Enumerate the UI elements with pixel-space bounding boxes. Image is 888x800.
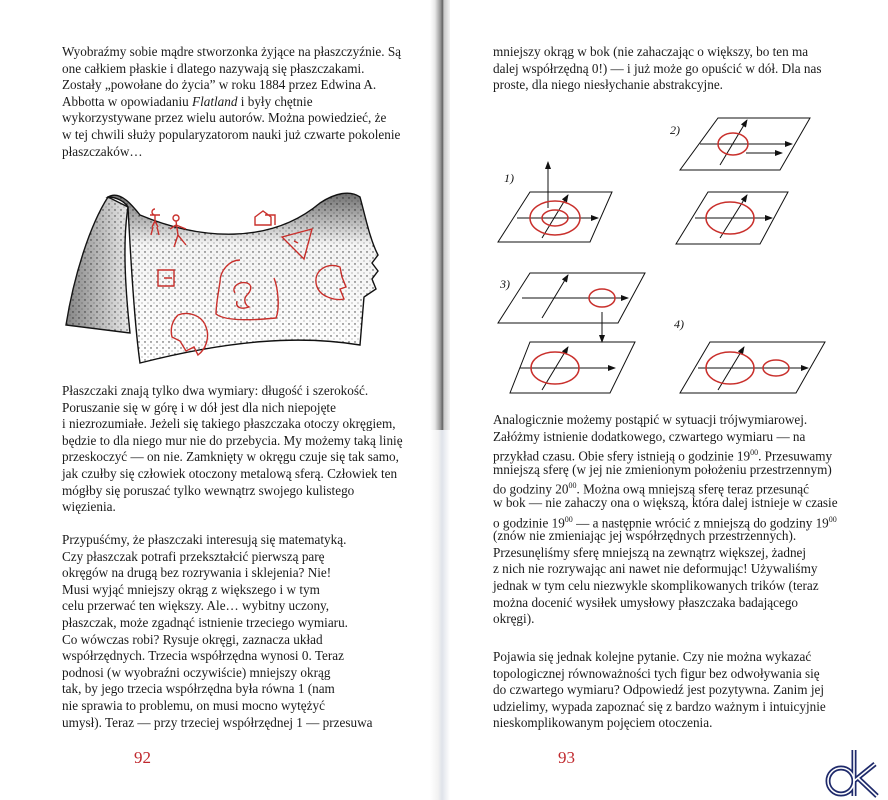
- diagram-label-3: 3): [500, 277, 510, 291]
- text-line: [493, 478, 838, 495]
- text-line: tak, by jego trzecia współrzędna była równa 1 (nam: [62, 681, 335, 697]
- text-span: . Przesuwamy: [758, 448, 833, 464]
- text-line: mógłby się poruszać tylko wewnątrz swojego kulistego: [62, 482, 355, 498]
- left-page: [0, 0, 440, 800]
- diagram-step-3-upper: [498, 273, 645, 342]
- text-span: i były chętnie: [240, 93, 313, 109]
- text-line: Czy płaszczak potrafi przekształcić pierwszą parę: [62, 548, 325, 564]
- circles-diagram: [490, 110, 840, 405]
- text-line: (znów nie zmieniając jej współrzędnych przestrzennych).: [493, 528, 797, 544]
- text-line: Poruszanie się w górę i w dół jest dla nich niepojęte: [62, 399, 336, 415]
- text-span: przykład czasu. Obie sfery istnieją o godzinie 19: [493, 448, 751, 464]
- right-paragraph-2: [493, 412, 838, 628]
- book-title-flatland: Flatland: [192, 93, 238, 109]
- text-line: płaszczaków…: [62, 143, 143, 159]
- text-line: Przesunęliśmy sferę mniejszą na zewnątrz większej, żadnej: [493, 544, 807, 560]
- text-line: mniejszy okrąg w bok (nie zahaczając o większy, bo ten ma: [493, 44, 809, 59]
- text-span: Abbotta w opowiadaniu: [62, 93, 189, 109]
- y-axis: [720, 120, 747, 165]
- text-line: Pojawia się jednak kolejne pytanie. Czy nie można wykazać: [493, 649, 812, 664]
- page-number-left: 92: [134, 748, 151, 767]
- text-line: w tej chwili służy popularyzatorom nauki już czwarte pokolenie: [62, 126, 401, 142]
- diagram-step-4: [680, 342, 825, 393]
- diagram-step-1: [498, 162, 612, 242]
- text-line: jednak w tym celu niezwykle skomplikowanych trików (teraz: [493, 577, 819, 593]
- text-line: współrzędnych. Trzecia współrzędna wynosi 0. Teraz: [62, 648, 344, 664]
- text-line: [493, 512, 838, 529]
- text-line: Płaszczaki znają tylko dwa wymiary: długość i szerokość.: [62, 383, 369, 398]
- text-line: proste, dla niego niesłychanie abstrakcyjne.: [493, 77, 723, 93]
- text-line: wykorzystywane przez wielu autorów. Można powiedzieć, że: [62, 110, 387, 126]
- text-line: więzienia.: [62, 499, 116, 515]
- diagram-step-2-upper: [680, 118, 810, 170]
- text-line: okręgów na drugą bez rozrywania i sklejenia? Nie!: [62, 565, 332, 581]
- right-paragraph-3: [493, 649, 826, 732]
- superscript: 00: [568, 481, 577, 491]
- text-line: jak czułby się człowiek otoczony metalową sferą. Człowiek ten: [62, 465, 398, 481]
- text-span: . Można ową mniejszą sferę teraz przesunąć: [576, 481, 809, 497]
- text-span: do godziny 20: [493, 481, 569, 497]
- superscript: 00: [828, 514, 837, 524]
- text-line: Przypuśćmy, że płaszczaki interesują się matematyką.: [62, 532, 347, 547]
- text-line: będzie to dla niego mur nie do przebycia. My możemy taką linię: [62, 432, 403, 448]
- text-line: okręgi).: [493, 611, 535, 627]
- text-line: Załóżmy istnienie dodatkowego, czwartego wymiaru — na: [493, 428, 806, 444]
- diagram-label-4: 4): [674, 317, 684, 331]
- text-line: Zostały „powołane do życia” w roku 1884 przez Edwina A.: [62, 77, 377, 93]
- text-line: topologicznej równoważności tych figur bez odwoływania się: [493, 665, 820, 681]
- diagram-step-3-lower: [510, 342, 635, 393]
- text-line: Wyobraźmy sobie mądre stworzonka żyjące na płaszczyźnie. Są: [62, 44, 402, 59]
- superscript: 00: [750, 448, 759, 458]
- y-axis: [542, 275, 568, 318]
- left-paragraph-2: [62, 383, 403, 516]
- text-span: — a następnie wrócić z mniejszą do godziny 19: [572, 514, 829, 530]
- left-paragraph-1: [62, 44, 401, 160]
- text-line: i niezrozumiałe. Jeżeli się takiego płaszczaka otoczy okręgiem,: [62, 416, 396, 432]
- text-line: dalej współrzędną 0!) — i już może go opuścić w dół. Dla nas: [493, 60, 822, 76]
- text-line: nieskomplikowanym pojęciem otoczenia.: [493, 715, 713, 731]
- superscript: 00: [564, 514, 573, 524]
- text-line: Musi wyjąć mniejszy okrąg z większego i w tym: [62, 581, 320, 597]
- text-line: można docenić wysiłek umysłowy płaszczaka badającego: [493, 594, 799, 610]
- diagram-step-2-lower: [676, 192, 788, 244]
- diagram-label-2: 2): [670, 123, 680, 137]
- text-line: płaszczak, może zgadnąć istnienie trzeciego wymiaru.: [62, 614, 348, 630]
- text-line: celu przerwać ten większy. Ale… wybitny uczony,: [62, 598, 330, 614]
- diagram-label-1: 1): [504, 171, 514, 185]
- flatlander-box: [255, 211, 275, 225]
- left-paragraph-3: [62, 532, 372, 731]
- dk-logo: [823, 748, 883, 798]
- text-line: w bok — nie zahaczy ona o większą, która dalej istnieje w czasie: [493, 494, 838, 510]
- text-line: udzielimy, wypada zapoznać się z bardzo ważnym i intuicyjnie: [493, 698, 826, 714]
- right-page: [440, 0, 888, 800]
- text-line: przeskoczyć — on nie. Zamknięty w okręgu czuje się tak samo,: [62, 449, 399, 465]
- text-line: [493, 445, 838, 462]
- right-paragraph-1: [493, 44, 822, 94]
- text-line: Co wówczas robi? Rysuje okręgi, zaznacza układ: [62, 631, 323, 647]
- text-line: one całkiem płaskie i dlatego nazywają się płaszczakami.: [62, 60, 365, 76]
- text-line: z nich nie rozrywając ani nawet nie deformując! Używaliśmy: [493, 561, 818, 577]
- page-number-right: 93: [558, 748, 575, 767]
- text-line: umysł). Teraz — przy trzeciej współrzędnej 1 — przesuwa: [62, 714, 373, 730]
- text-span: o godzinie 19: [493, 514, 565, 530]
- text-line: Analogicznie możemy postąpić w sytuacji trójwymiarowej.: [493, 412, 808, 427]
- text-line: mniejszą sferę (w jej nie zmienionym położeniu przestrzennym): [493, 461, 832, 477]
- text-line: nie sprawia to problemu, on musi mocno wytężyć: [62, 697, 325, 713]
- text-line: [62, 94, 401, 111]
- saddle-surface-illustration: [60, 185, 390, 375]
- text-line: podnosi (w wyobraźni oczywiście) mniejszy okrąg: [62, 664, 331, 680]
- text-line: do czwartego wymiaru? Odpowiedź jest pozytywna. Zanim jej: [493, 682, 825, 698]
